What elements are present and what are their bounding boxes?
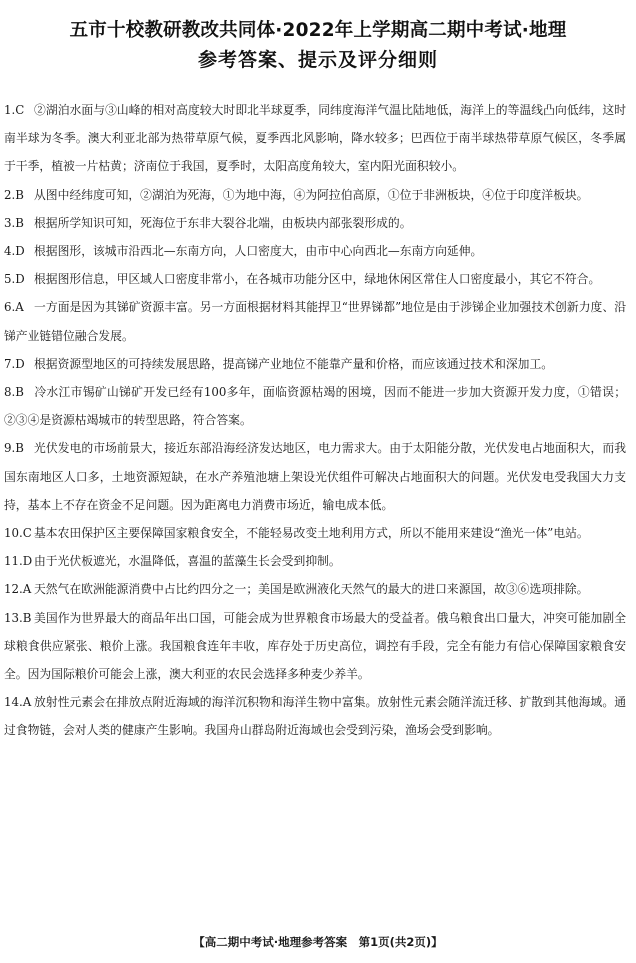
answer-number: 1.C (4, 103, 25, 117)
answer-explanation: 冷水江市锡矿山锑矿开发已经有100多年，面临资源枯竭的困境，因而不能进一步加大资源开发力度，①错误；②③④是资源枯竭城市的转型思路，符合答案。 (4, 385, 626, 428)
answer-explanation: 从图中经纬度可知，②湖泊为死海，①为地中海，④为阿拉伯高原，①位于非洲板块，④位于印度洋板块。 (34, 187, 589, 202)
answer-explanation: 根据图形，该城市沿西北—东南方向，人口密度大，由市中心向西北—东南方向延伸。 (34, 244, 483, 259)
answer-number: 14.A (4, 695, 32, 710)
answer-item (4, 181, 626, 209)
answer-number: 2.B (4, 187, 24, 202)
answer-list (0, 96, 636, 745)
answer-item (4, 96, 626, 181)
answer-number: 7.D (4, 356, 25, 371)
answer-number: 5.D (4, 272, 25, 287)
answer-explanation: 根据图形信息，甲区域人口密度非常小，在各城市功能分区中，绿地休闲区常住人口密度最小，其它不符合。 (34, 272, 601, 287)
answer-item (4, 434, 626, 519)
answer-number: 8.B (4, 385, 24, 400)
answer-number: 13.B (4, 610, 32, 625)
answer-number: 3.B (4, 215, 24, 230)
document-subtitle: 参考答案、提示及评分细则 (197, 49, 438, 71)
answer-item (4, 547, 626, 575)
document-title: 五市十校教研教改共同体·2022年上学期高二期中考试·地理 (69, 20, 567, 41)
answer-number: 11.D (4, 554, 33, 569)
answer-item (4, 237, 626, 265)
answer-number: 10.C (4, 526, 32, 541)
answer-explanation: 根据所学知识可知，死海位于东非大裂谷北端，由板块内部张裂形成的。 (34, 215, 412, 230)
answer-explanation: 放射性元素会在排放点附近海域的海洋沉积物和海洋生物中富集。放射性元素会随洋流迁移、扩散到其他海域。通过食物链，会对人类的健康产生影响。我国舟山群岛附近海域也会受到污染，渔场会受到影响。 (4, 695, 626, 738)
answer-explanation: 美国作为世界最大的商品年出口国，可能会成为世界粮食市场最大的受益者。俄乌粮食出口量大，冲突可能加剧全球粮食供应紧张、粮价上涨。我国粮食连年丰收，库存处于历史高位，调控有手段，完全有能力有信心保障国家粮食安全。因为国际粮价可能会上涨，澳大利亚的农民会选择多种麦少养羊。 (4, 610, 626, 682)
answer-explanation: ②湖泊水面与③山峰的相对高度较大时即北半球夏季，同纬度海洋气温比陆地低，海洋上的等温线凸向低纬，这时南半球为冬季。澳大利亚北部为热带草原气候，夏季西北风影响，降水较多；巴西位于南半球热带草原气候区，冬季属于干季，植被一片枯黄；济南位于我国，夏季时，太阳高度角较大，室内阳光面积较小。 (4, 103, 626, 174)
page-footer: 【高二期中考试·地理参考答案 第1页(共2页)】 (193, 935, 443, 949)
answer-item (4, 688, 626, 744)
answer-item (4, 378, 626, 434)
answer-item (4, 519, 626, 547)
answer-item (4, 575, 626, 603)
answer-number: 4.D (4, 244, 25, 259)
answer-explanation: 天然气在欧洲能源消费中占比约四分之一；美国是欧洲液化天然气的最大的进口来源国，故③⑥选项排除。 (34, 582, 589, 597)
answer-item (4, 209, 626, 237)
answer-item (4, 265, 626, 293)
answer-explanation: 基本农田保护区主要保障国家粮食安全，不能轻易改变土地利用方式，所以不能用来建设“渔光一体”电站。 (34, 526, 589, 541)
answer-item (4, 350, 626, 378)
answer-explanation: 光伏发电的市场前景大，接近东部沿海经济发达地区，电力需求大。由于太阳能分散，光伏发电占地面积大，而我国东南地区人口多，土地资源短缺，在水产养殖池塘上架设光伏组件可解决占地面积大的问题。光伏发电受我国大力支持，基本上不存在资金不足问题。因为距离电力消费市场近，输电成本低。 (4, 441, 626, 512)
answer-explanation: 由于光伏板遮光，水温降低，喜温的蓝藻生长会受到抑制。 (34, 554, 341, 569)
answer-number: 9.B (4, 441, 24, 456)
answer-explanation: 一方面是因为其锑矿资源丰富。另一方面根据材料其能捍卫“世界锑都”地位是由于涉锑企业加强技术创新力度、沿锑产业链错位融合发展。 (4, 300, 626, 343)
answer-item (4, 293, 626, 349)
answer-number: 6.A (4, 300, 24, 315)
answer-explanation: 根据资源型地区的可持续发展思路，提高锑产业地位不能靠产量和价格，而应该通过技术和深加工。 (34, 356, 554, 371)
answer-item (4, 604, 626, 689)
answer-number: 12.A (4, 582, 32, 597)
